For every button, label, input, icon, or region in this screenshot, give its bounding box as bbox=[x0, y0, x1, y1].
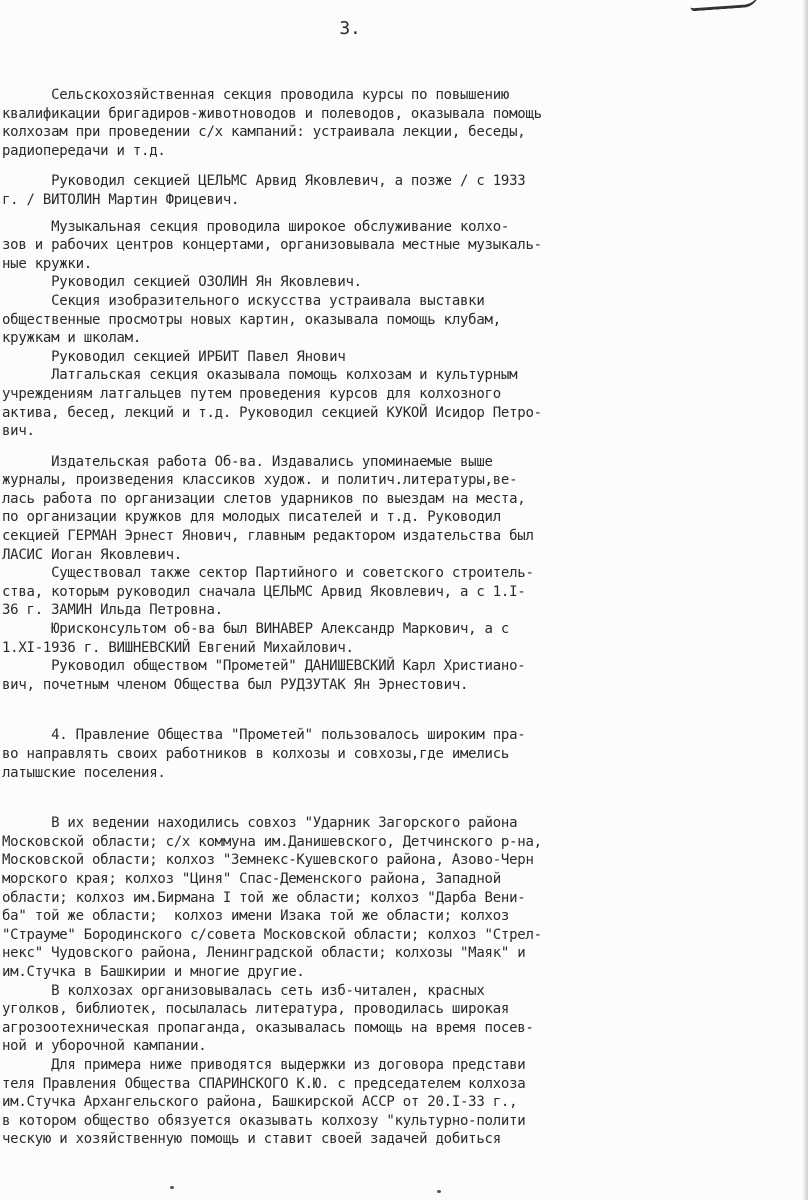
paragraph-music-section: Музыкальная секция проводила широкое обслуживание колхо- зов и рабочих центров концертами, организовывала местные музыкаль- ные кружки. bbox=[2, 218, 542, 272]
paragraph-agricultural-leaders: Руководил секцией ЦЕЛЬМС Арвид Яковлевич, а позже / с 1933 г. / ВИТОЛИН Мартин Фрицевич. bbox=[2, 173, 526, 208]
paragraph-agricultural-section: Сельскохозяйственная секция проводила курсы по повышению квалификации бригадиров-животноводов и полеводов, оказывала помощь колхозам при проведении с/х кампаний: устраивала лекции, беседы, радиопередачи и т.д. bbox=[2, 87, 542, 159]
paragraph-art-latgale-sections: Руководил секцией ОЗОЛИН Ян Яковлевич. Секция изобразительного искусства устраивала выставки общественные просмотры новых картин, оказывала помощь клубам, кружкам и школам. Руководил секцией ИРБИТ Павел Янович Латгальская секция оказывала помощь колхозам и культурным учреждениям латгальцев путем проведения курсов для колхозного актива, бесед, лекций и т.д. Руководил секцией КУКОЙ Исидор Петро- вич. bbox=[2, 274, 542, 440]
page-number: 3. bbox=[339, 18, 361, 39]
paragraph-publishing-and-leadership: Издательская работа Об-ва. Издавались упоминаемые выше журналы, произведения классиков худож. и политич.литературы,ве- лась работа по организации слетов ударников по выездам на места, по организации кружков для молодых писателей и т.д. Руководил секцией ГЕРМАН Эрнест Янович, главным редактором издательства был ЛАСИС Иоган Яковлевич. Существовал также сектор Партийного и советского строитель- ства, которым руководил сначала ЦЕЛЬМС Арвид Яковлевич, а с 1.I- 36 г. ЗАМИН Ильда Петровна. Юрисконсультом об-ва был ВИНАВЕР Александр Маркович, а с 1.XI-1936 г. ВИШНЕВСКИЙ Евгений Михайлович. Руководил обществом "Прометей" ДАНИШЕВСКИЙ Карл Христиано- вич, почетным членом Общества был РУДЗУТАК Ян Эрнестович. bbox=[2, 453, 534, 693]
document-body bbox=[2, 86, 806, 1149]
paragraph-collective-farms: В их ведении находились совхоз "Ударник Загорского района Московской области; с/х коммуна им.Данишевского, Детчинского р-на, Московской области; колхоз "Земнекс-Кушевского района, Азово-Черн морского края; колхоз "Циня" Спас-Деменского района, Западной области; колхоз им.Бирмана I той же области; колхоз "Дарба Вени- ба" той же области; колхоз имени Изака той же области; колхоз "Страуме" Бородинского с/совета Московской области; колхоз "Стрел- некс" Чудовского района, Ленинградской области; колхозы "Маяк" и им.Стучка в Башкирии и многие другие. В колхозах организовывалась сеть изб-читален, красных уголков, библиотек, посылалась литература, проводилась широкая агрозоотехническая пропаганда, оказывалась помощь на время посев- ной и уборочной кампании. Для примера ниже приводятся выдержки из договора представи теля Правления Общества СПАРИНСКОГО К.Ю. с председателем колхоза им.Стучка Архангельского района, Башкирской АССР от 20.I-33 г., в котором общество обязуется оказывать колхозу "культурно-полити ческую и хозяйственную помощь и ставит своей задачей добиться bbox=[2, 815, 542, 1148]
handwritten-mark bbox=[689, 0, 760, 11]
scan-speck bbox=[437, 1190, 441, 1193]
scan-speck bbox=[170, 1186, 174, 1189]
paragraph-section-4: 4. Правление Общества "Прометей" пользовалось широким пра- во направлять своих работников в колхозы и совхозы,где имелись латышские поселения. bbox=[2, 727, 526, 781]
